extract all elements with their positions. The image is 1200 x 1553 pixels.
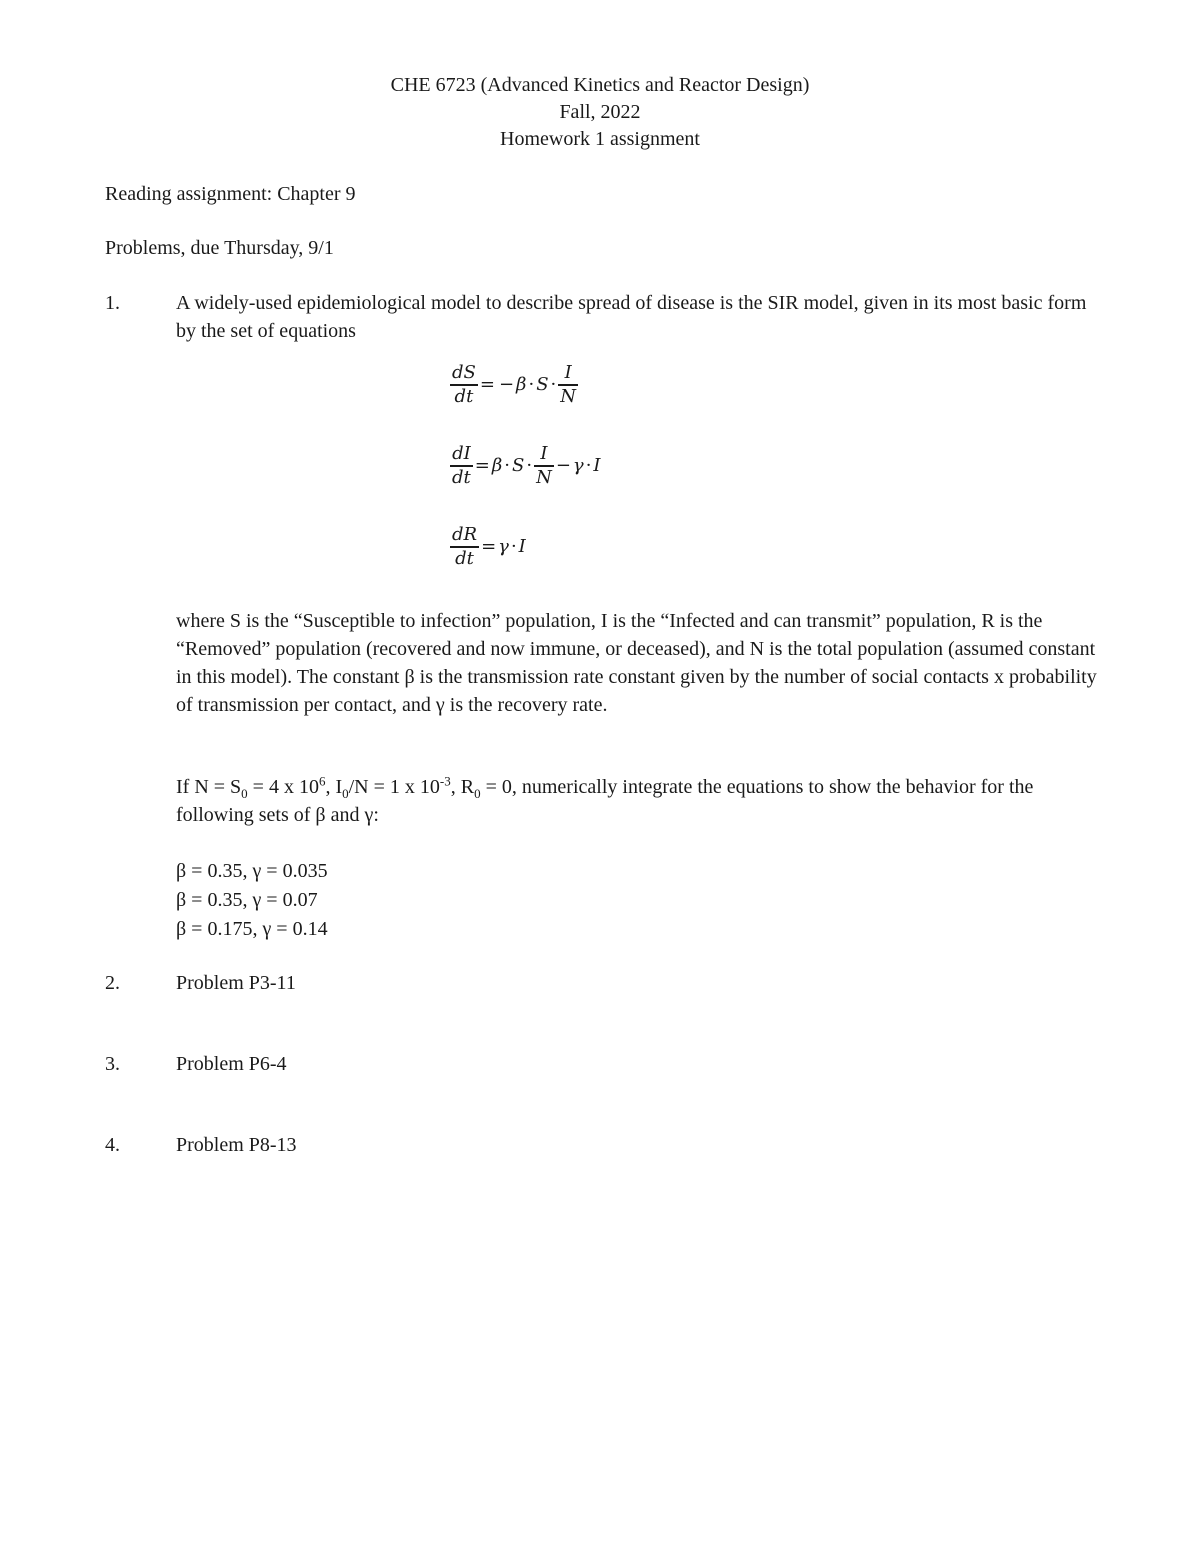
problem-1-number: 1. (105, 292, 120, 314)
i-variable: I (518, 535, 526, 557)
fraction-ds-dt (450, 362, 478, 408)
equation-ds-dt (450, 362, 578, 408)
dot-operator: · (504, 454, 510, 476)
problems-due: Problems, due Thursday, 9/1 (105, 237, 334, 259)
equals-sign: = (481, 535, 497, 557)
superscript: -3 (439, 773, 451, 789)
subscript: 0 (342, 786, 349, 801)
fraction-dr-dt (450, 524, 479, 570)
problem-3-number: 3. (105, 1053, 120, 1075)
dot-operator: · (528, 373, 535, 395)
parameter-set: β = 0.35, γ = 0.07 (176, 889, 318, 911)
equation-di-dt (450, 443, 601, 489)
eq2-n-denominator: N (536, 466, 552, 488)
i-variable: I (593, 454, 601, 476)
dot-operator: · (550, 373, 557, 395)
document-header (0, 72, 1200, 153)
condition-text: /N = 1 x 10 (348, 776, 440, 798)
eq1-lhs-denominator: dt (454, 385, 474, 407)
equals-sign: = (474, 454, 490, 476)
problem-2-number: 2. (105, 972, 120, 994)
subscript: 0 (474, 786, 481, 801)
condition-text: If N = S (176, 776, 242, 798)
eq2-lhs-denominator: dt (452, 466, 471, 488)
eq1-i-numerator: I (564, 362, 572, 383)
fraction-i-n (534, 443, 554, 489)
beta-symbol: β (491, 454, 503, 476)
term: Fall, 2022 (559, 101, 641, 123)
condition-text: = 0, numerically integrate the equations to show the behavior for the following sets of β and γ: (176, 776, 1034, 826)
fraction-i-n (558, 362, 578, 408)
variable-definitions: where S is the “Susceptible to infection” population, I is the “Infected and can transmit” population, R is the “Removed” population (recovered and now immune, or deceased), and N is the total population (assumed constant in this model). The constant β is the transmission rate constant given by the number of social contacts x probability of transmission per contact, and γ is the recovery rate. (176, 610, 1097, 716)
course-title: CHE 6723 (Advanced Kinetics and Reactor Design) (390, 74, 810, 96)
subscript: 0 (241, 786, 248, 801)
eq3-lhs-numerator: dR (452, 524, 478, 545)
condition-text: = 4 x 10 (247, 776, 319, 798)
assignment-title: Homework 1 assignment (500, 128, 700, 150)
s-variable: S (512, 454, 525, 476)
gamma-symbol: γ (572, 454, 584, 476)
beta-symbol: β (516, 373, 527, 395)
dot-operator: · (526, 454, 533, 476)
minus-sign: − (555, 454, 571, 476)
eq2-lhs-numerator: dI (452, 443, 471, 464)
problem-1-intro: A widely-used epidemiological model to describe spread of disease is the SIR model, given in its most basic form by the set of equations (176, 292, 1087, 342)
eq2-i-numerator: I (540, 443, 548, 464)
eq1-lhs-numerator: dS (452, 362, 476, 383)
minus-sign: − (498, 373, 515, 395)
parameter-sets (176, 857, 328, 944)
equals-sign: = (479, 373, 495, 395)
dot-operator: · (585, 454, 592, 476)
superscript: 6 (318, 773, 326, 789)
problem-2-text: Problem P3-11 (176, 972, 296, 994)
equation-dr-dt (450, 524, 526, 570)
dot-operator: · (510, 535, 517, 557)
eq1-n-denominator: N (560, 385, 577, 407)
problem-4-number: 4. (105, 1134, 120, 1156)
eq3-lhs-denominator: dt (455, 547, 474, 569)
gamma-symbol: γ (498, 535, 509, 557)
reading-assignment: Reading assignment: Chapter 9 (105, 183, 356, 205)
parameter-set: β = 0.175, γ = 0.14 (176, 918, 328, 940)
fraction-di-dt (450, 443, 473, 489)
problem-3-text: Problem P6-4 (176, 1053, 287, 1075)
problem-4-text: Problem P8-13 (176, 1134, 297, 1156)
s-variable: S (536, 373, 549, 395)
parameter-set: β = 0.35, γ = 0.035 (176, 860, 328, 882)
initial-conditions (176, 773, 1106, 829)
condition-text: , I (325, 776, 343, 798)
condition-text: , R (450, 776, 475, 798)
